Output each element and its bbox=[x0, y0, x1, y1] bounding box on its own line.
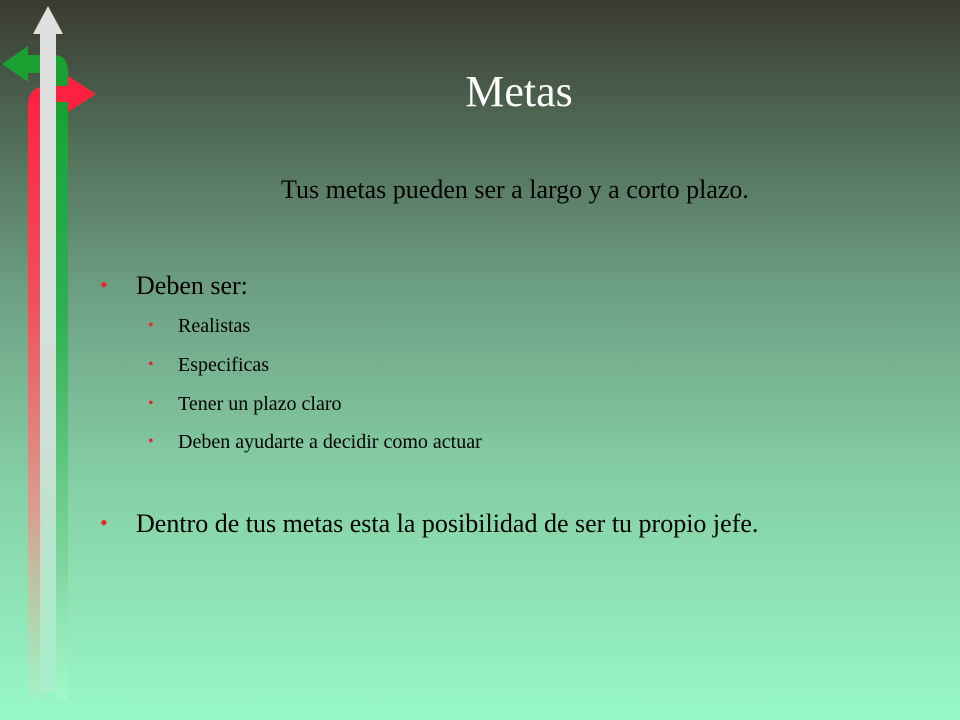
bullet-item bbox=[100, 270, 248, 301]
slide-subtitle: Tus metas pueden ser a largo y a corto plazo. bbox=[281, 175, 749, 204]
bullet-icon: • bbox=[148, 433, 154, 450]
sub-bullet-item bbox=[148, 430, 482, 454]
sub-bullet-item bbox=[148, 353, 269, 377]
sub-bullet-item bbox=[148, 392, 342, 416]
sub-bullet-text: Tener un plazo claro bbox=[178, 393, 342, 415]
bullet-item bbox=[100, 508, 758, 539]
bullet-icon: • bbox=[148, 317, 154, 334]
sub-bullet-text: Realistas bbox=[178, 315, 251, 337]
bullet-icon: • bbox=[100, 272, 108, 297]
sub-bullet-item bbox=[148, 314, 250, 338]
sub-bullet-text: Especificas bbox=[178, 354, 270, 376]
slide-title: Metas bbox=[465, 67, 573, 116]
bullet-text: Dentro de tus metas esta la posibilidad de ser tu propio jefe. bbox=[136, 509, 759, 538]
bullet-text: Deben ser: bbox=[136, 271, 248, 300]
bullet-icon: • bbox=[148, 356, 154, 373]
bullet-icon: • bbox=[148, 395, 154, 412]
bullet-icon: • bbox=[100, 510, 108, 535]
sub-bullet-text: Deben ayudarte a decidir como actuar bbox=[178, 431, 482, 453]
